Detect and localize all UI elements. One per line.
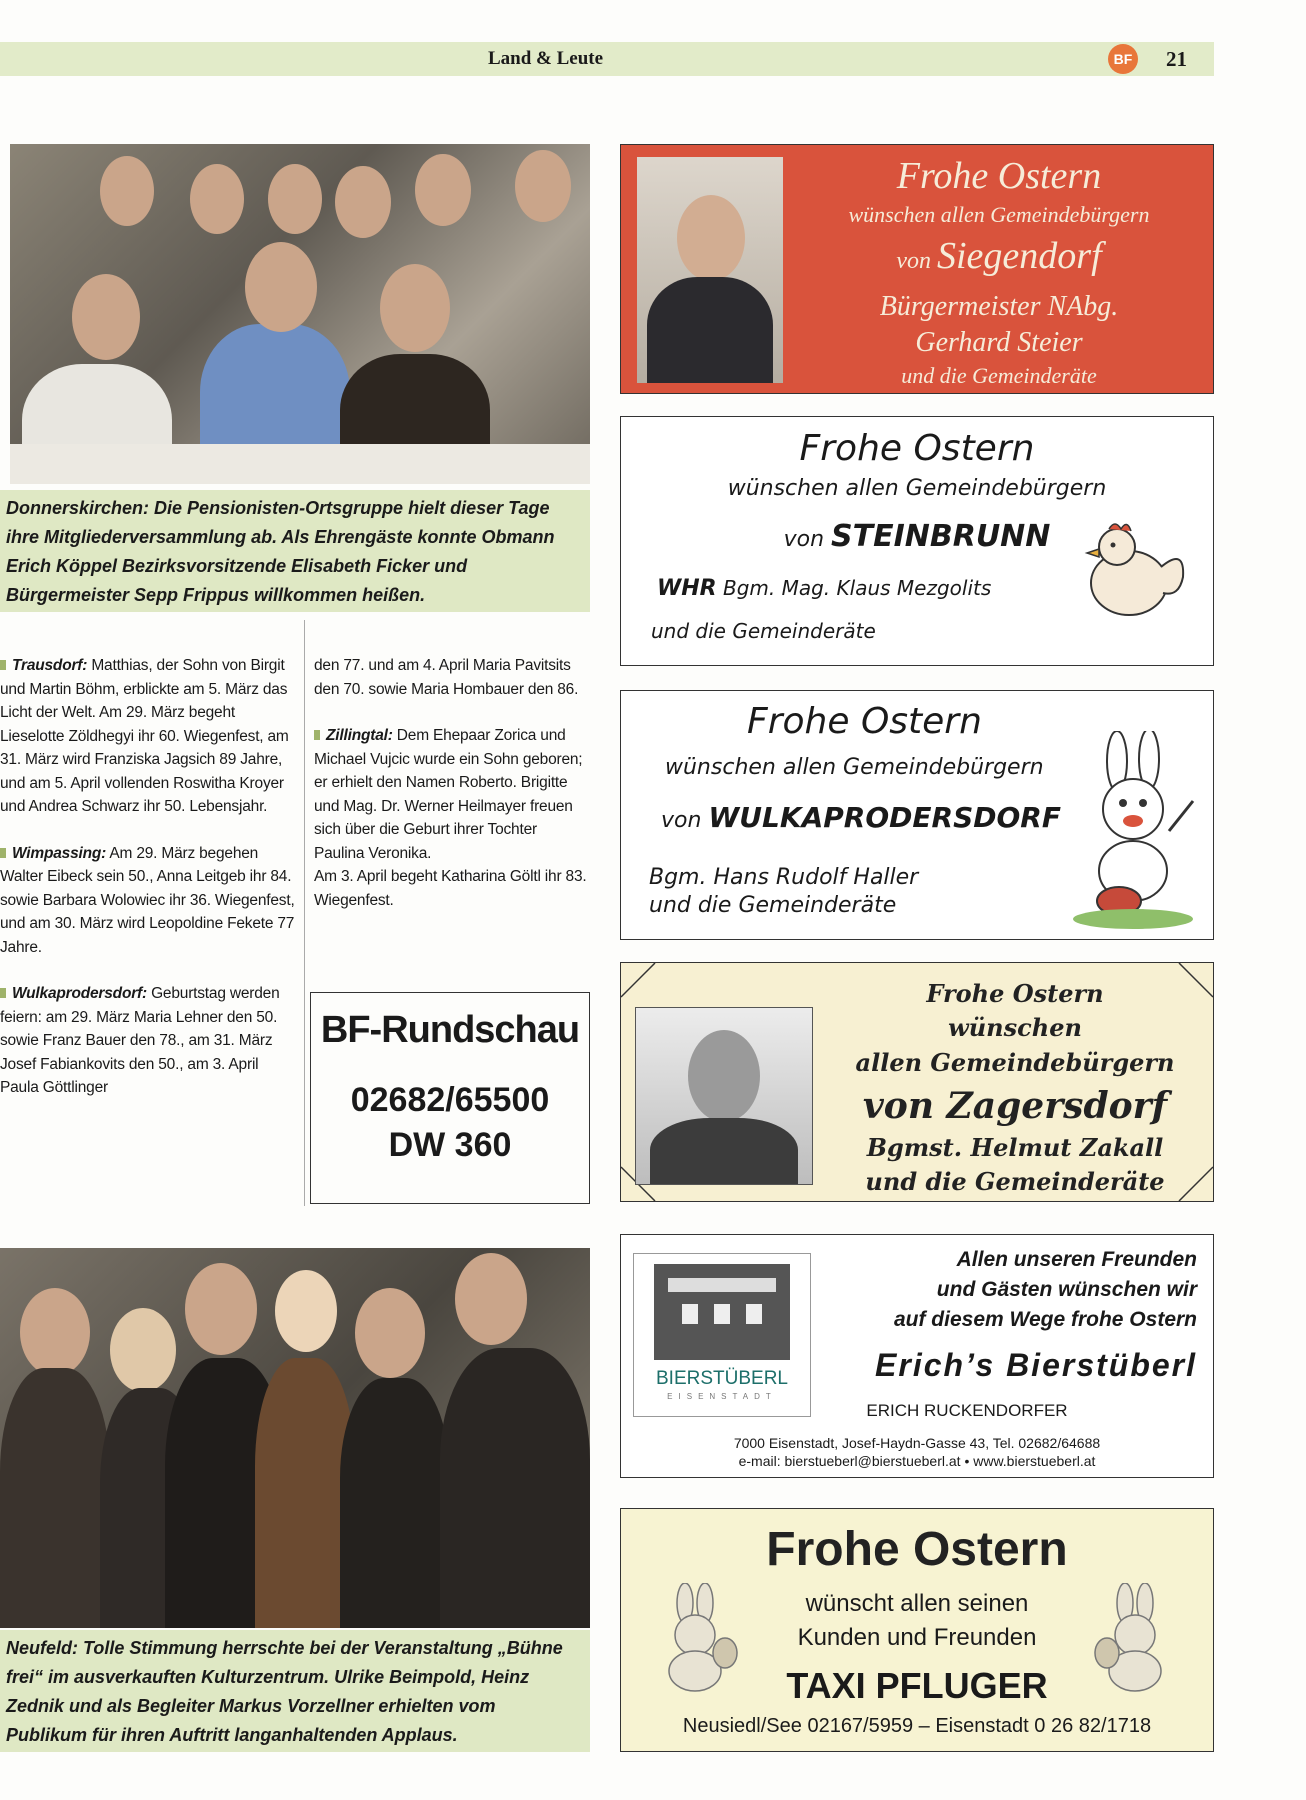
news-item-wulkaprodersdorf: Wulkaprodersdorf: Geburtstag werden feiern: am 29. März Maria Lehner den 50. sowie Franz Bauer den 78., am 31. März Josef Fabiankovits den 50., am 3. April Paula Göttlinger [0,985,280,1096]
bierstuberl-logo-text: BIERSTÜBERL [656,1368,788,1389]
ad6-line2: wünscht allen seinen [805,1590,1029,1617]
bierstuberl-logo [633,1253,811,1417]
ad2-line2: wünschen allen Gemeindebürgern [727,476,1107,501]
ad1-line1: Frohe Ostern [896,155,1102,197]
ad5-owner: ERICH RUCKENDORFER [866,1401,1068,1420]
ad3-town: WULKAPRODERSDORF [708,801,1061,834]
ad2-mayor: Bgm. Mag. Klaus Mezgolits [716,576,992,600]
photo-donnerskirchen [10,144,590,484]
ad4-line5: Bgmst. Helmut Zakall [866,1133,1164,1162]
ad4-line2: wünschen [948,1013,1082,1042]
ad-bierstuberl [620,1234,1214,1478]
ad-wulkaprodersdorf [620,690,1214,940]
bf-rundschau-extension: DW 360 [388,1126,512,1164]
ad1-line3-pre: von [896,248,937,274]
bierstuberl-logo-sub: EISENSTADT [667,1392,777,1401]
ad2-title: WHR [657,576,717,601]
ad4-line4: von Zagersdorf [862,1085,1168,1127]
ad5-address: 7000 Eisenstadt, Josef-Haydn-Gasse 43, Tel. 02682/64688 [733,1435,1101,1451]
ad6-name: TAXI PFLUGER [786,1665,1048,1706]
easter-bunny-icon [1069,731,1199,931]
ad5-contact: e-mail: bierstueberl@bierstueberl.at • www.bierstueberl.at [738,1453,1096,1469]
bf-rundschau-phone: 02682/65500 [350,1081,550,1119]
news-item-trausdorf: Trausdorf: Matthias, der Sohn von Birgit und Martin Böhm, erblickte am 5. März das Licht der Welt. Am 29. März begeht Lieselotte Zöldhegyi ihr 60. Wiegenfest, am 31. März wird Franziska Jagsich 89 Jahre, und am 5. April vollenden Roswitha Kroyer und Andrea Schwarz ihr 50. Lebensjahr. [0,657,289,815]
ad2-line3-pre: von [783,527,832,552]
ad4-line1: Frohe Ostern [926,979,1104,1008]
ad1-town: Siegendorf [937,235,1102,277]
bf-logo: BF [1108,44,1138,74]
column-divider [304,620,305,1206]
ad3-line3-pre: von [661,808,709,833]
ad5-name: Erich’s Bierstüberl [875,1347,1197,1383]
ad4-line3: allen Gemeindebürgern [855,1048,1175,1077]
ad3-line2: wünschen allen Gemeindebürgern [665,755,1044,780]
ad6-phones: Neusiedl/See 02167/5959 – Eisenstadt 0 26 82/1718 [682,1715,1152,1737]
page-header [0,42,1214,76]
ad3-line1: Frohe Ostern [747,701,982,742]
photo-neufeld [0,1248,590,1628]
rooster-icon [1069,517,1191,627]
section-title: Land & Leute [488,48,604,69]
ad1-line2: wünschen allen Gemeindebürgern [848,202,1150,227]
ad6-line1: Frohe Ostern [766,1523,1068,1576]
bunny-right-icon [1091,1583,1183,1693]
ad-zagersdorf [620,962,1214,1202]
ad3-line4: Bgm. Hans Rudolf Haller [649,865,919,890]
ad-steinbrunn [620,416,1214,666]
page-number: 21 [1166,47,1187,71]
ad-siegendorf [620,144,1214,394]
bf-rundschau-name: BF-Rundschau [320,1009,580,1051]
ad5-line2: und Gästen wünschen wir [936,1278,1197,1301]
news-column-2 [314,654,590,912]
ad1-line5: Gerhard Steier [915,327,1083,358]
ad5-line1: Allen unseren Freunden [956,1248,1197,1271]
photo1-caption: Donnerskirchen: Die Pensionisten-Ortsgruppe hielt dieser Tage ihre Mitgliederversammlung ab. Als Ehrengäste konnte Obmann Erich Köppel Bezirksvorsitzende Elisabeth Ficker und Bürgermeister Sepp Frippus willkommen heißen. [0,490,590,612]
ad1-line6: und die Gemeinderäte [901,363,1097,388]
ad4-line6: und die Gemeinderäte [865,1167,1165,1196]
ad1-line4: Bürgermeister NAbg. [879,291,1119,322]
zagersdorf-mayor-portrait [635,1007,813,1185]
ad2-line5: und die Gemeinderäte [651,619,876,643]
news-continuation: den 77. und am 4. April Maria Pavitsits den 70. sowie Maria Hombauer den 86. [314,657,579,698]
news-item-wimpassing: Wimpassing: Am 29. März begehen Walter Eibeck sein 50., Anna Leitgeb ihr 84. sowie Barbara Wolowiec ihr 36. Wiegenfest, und am 30. März wird Leopoldine Fekete 77 Jahre. [0,844,295,956]
bf-rundschau-box [310,992,590,1204]
ad-taxi-pfluger [620,1508,1214,1752]
ad2-town: STEINBRUNN [831,519,1051,554]
news-item-goeltl: Am 3. April begeht Katharina Göltl ihr 83. Wiegenfest. [314,868,587,909]
bunny-left-icon [651,1583,743,1693]
ad3-line5: und die Gemeinderäte [649,893,897,918]
news-column-1 [0,654,296,1100]
ad5-line3: auf diesem Wege frohe Ostern [893,1308,1197,1331]
ad2-line1: Frohe Ostern [799,428,1035,469]
ad6-line3: Kunden und Freunden [797,1624,1037,1651]
news-item-zillingtal: Zillingtal: Dem Ehepaar Zorica und Michael Vujcic wurde ein Sohn geboren; er erhielt den Namen Roberto. Brigitte und Mag. Dr. Werner Heilmayer freuen sich über die Geburt ihrer Tochter Paulina Veronika. [314,727,583,862]
photo2-caption: Neufeld: Tolle Stimmung herrschte bei der Veranstaltung „Bühne frei“ im ausverkauften Kulturzentrum. Ulrike Beimpold, Heinz Zednik und als Begleiter Markus Vorzellner erhielten vom Publikum für ihren Auftritt langanhaltenden Applaus. [0,1630,590,1752]
mayor-portrait [637,157,783,383]
